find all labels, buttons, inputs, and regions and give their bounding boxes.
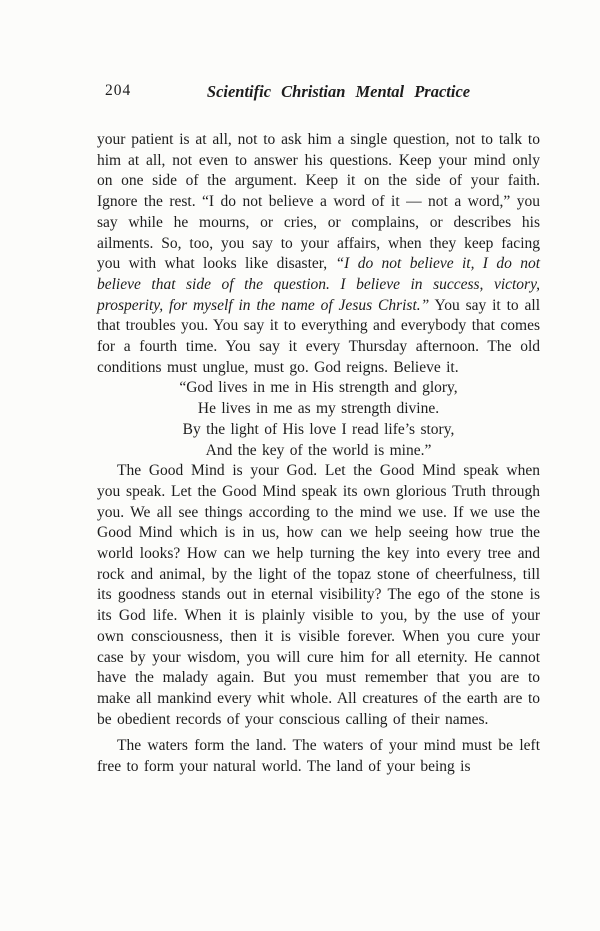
page-number: 204 xyxy=(105,82,132,99)
verse-line: And the key of the world is mine.” xyxy=(205,441,432,459)
paragraph-waters: The waters form the land. The waters of your mind must be left free to form your natural world. The land of your being is xyxy=(97,737,540,776)
paragraph-continuation: your patient is at all, not to ask him a single question, not to talk to him at all, not even to answer his questions. Keep your mind only on one side of the argument. Keep it on the side of your faith. Ignore the rest. “I do not believe a word of it — not a word,” you say while he mourns, or cries, or complains, or describes his ailments. So, too, you say to your affairs, when they keep facing you with what looks like disaster, “I do not believe it, I do not believe that side of the question. I believe in success, victory, prosperity, for myself in the name of Jesus Christ.” You say it to all that troubles you. You say it to everything and everybody that comes for a fourth time. You say it every Thursday afternoon. The old conditions must unglue, must go. God reigns. Believe it. xyxy=(97,131,541,376)
paragraph-good-mind: The Good Mind is your God. Let the Good Mind speak when you speak. Let the Good Mind speak its own glorious Truth through you. We all see things according to the mind we use. If we use the Good Mind which is in us, how can we help seeing how true the world looks? How can we help turning the key into every tree and rock and animal, by the light of the topaz stone of cheerfulness, till its goodness stands out in eternal visibility? The ego of the stone is its God life. When it is plainly visible to you, by the use of your own consciousness, then it is visible forever. When you cure your case by your wisdom, you will cure him for all eternity. He cannot have the malady again. But you must remember that you are to make all mankind every whit whole. All creatures of the earth are to be obedient records of your conscious calling of their names. xyxy=(97,462,540,728)
running-header xyxy=(97,82,540,104)
verse-quote xyxy=(97,378,540,461)
verse-line: “God lives in me in His strength and glory, xyxy=(179,379,458,397)
page-body-text xyxy=(97,130,540,778)
verse-line: He lives in me as my strength divine. xyxy=(197,400,440,418)
running-header-title: Scientific Christian Mental Practice xyxy=(206,82,471,101)
verse-line: By the light of His love I read life’s story, xyxy=(182,420,455,438)
